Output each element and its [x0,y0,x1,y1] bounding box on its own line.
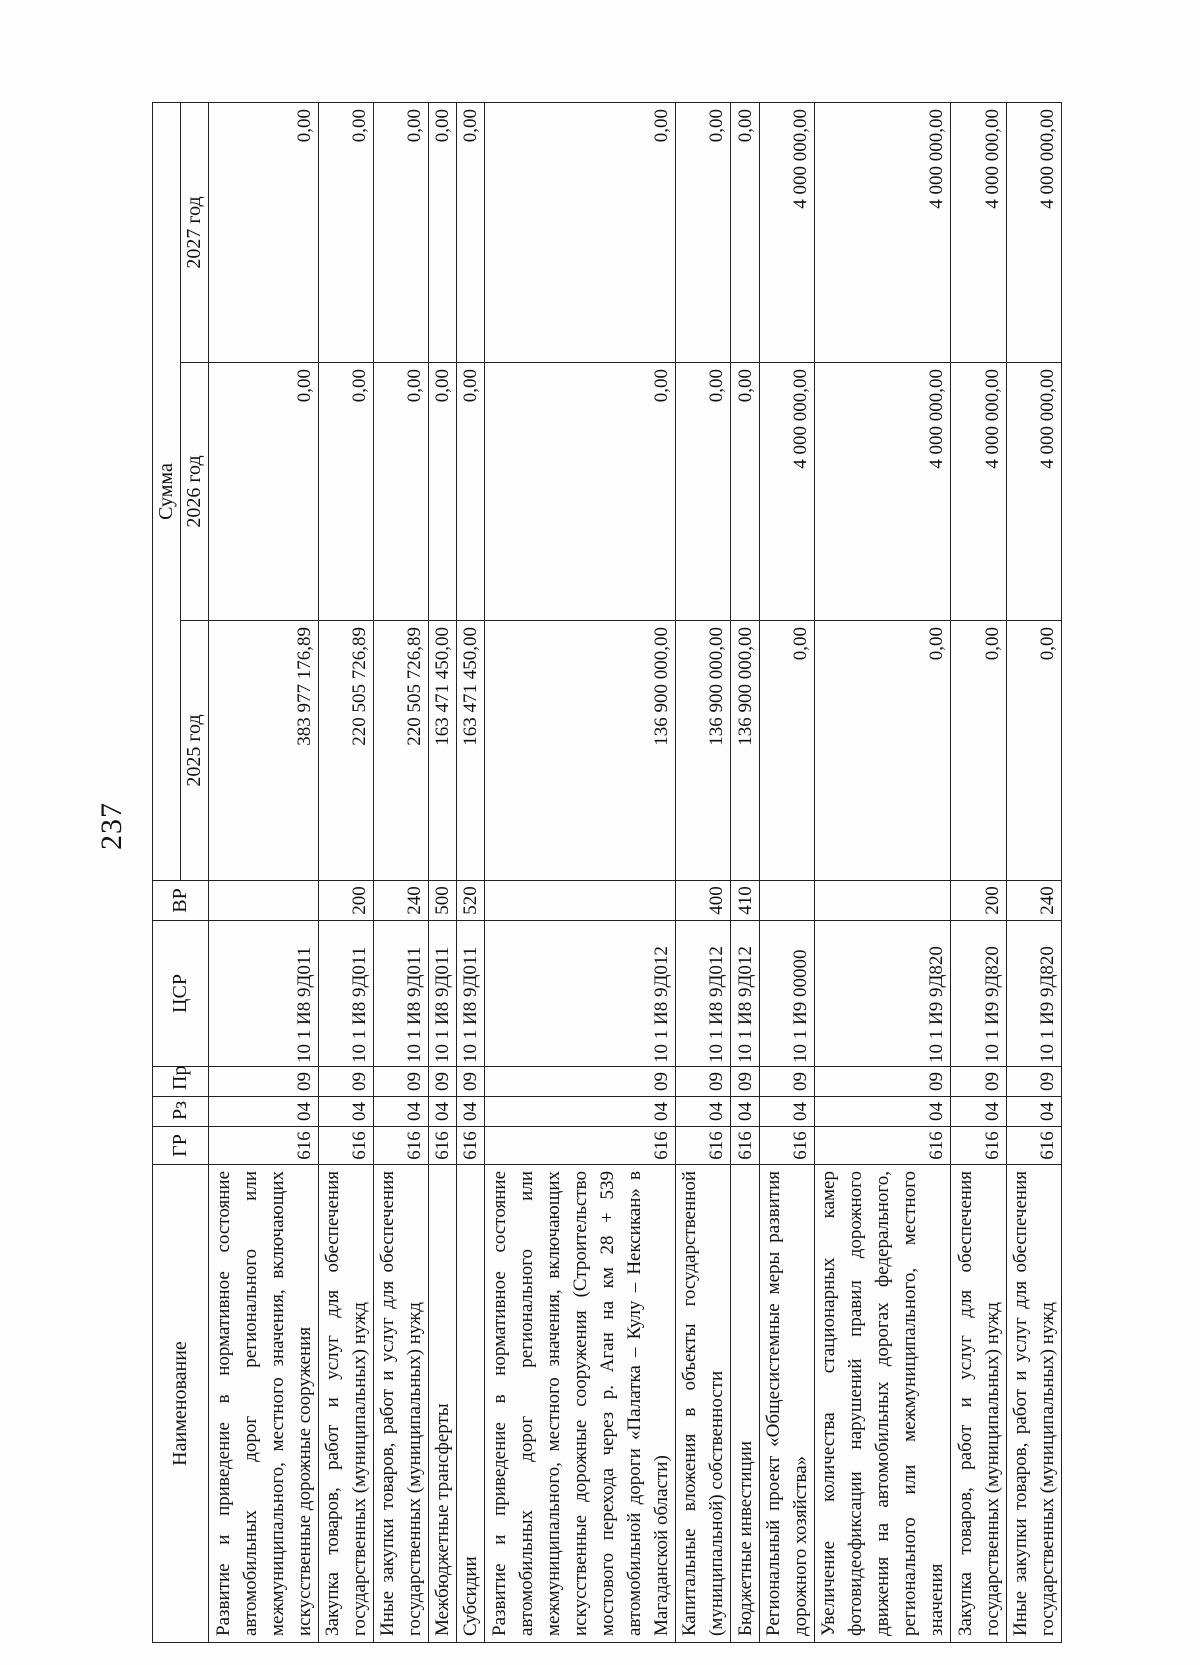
cell-2026: 0,00 [373,363,428,621]
cell-vr: 200 [318,881,373,921]
cell-gr: 616 [318,1127,373,1165]
cell-gr: 616 [457,1127,485,1165]
cell-name: Развитие и приведение в нормативное состояние автомобильных дорог регионального или межмуниципального, местного значения, включающих искусственные дорожные сооружения (Строительство мостового перехода через р. Аган на км 28 + 539 автомобильной дороги «Палатка – Кулу – Нексикан» в Магаданской области) [485,1165,676,1643]
cell-2027: 0,00 [457,102,485,362]
cell-2027: 0,00 [485,102,676,362]
cell-2027: 4 000 000,00 [1006,102,1061,362]
cell-2025: 383 977 176,89 [209,621,319,881]
cell-2027: 4 000 000,00 [759,102,814,362]
cell-2026: 0,00 [318,363,373,621]
cell-pr: 09 [814,1067,951,1097]
cell-2025: 0,00 [759,621,814,881]
cell-2026: 4 000 000,00 [1006,363,1061,621]
cell-vr: 500 [429,881,457,921]
cell-2026: 0,00 [429,363,457,621]
cell-csr: 10 1 И9 9Д820 [814,921,951,1067]
cell-pr: 09 [209,1067,319,1097]
cell-2025: 0,00 [1006,621,1061,881]
cell-gr: 616 [429,1127,457,1165]
cell-2026: 4 000 000,00 [814,363,951,621]
cell-2027: 4 000 000,00 [951,102,1006,362]
cell-pr: 09 [485,1067,676,1097]
cell-csr: 10 1 И8 9Д011 [318,921,373,1067]
table-row [759,102,814,1642]
cell-name: Региональный проект «Общесистемные меры развития дорожного хозяйства» [759,1165,814,1643]
cell-name: Закупка товаров, работ и услуг для обеспечения государственных (муниципальных) нужд [318,1165,373,1643]
cell-2026: 4 000 000,00 [759,363,814,621]
cell-gr: 616 [759,1127,814,1165]
cell-gr: 616 [1006,1127,1061,1165]
cell-2025: 163 471 450,00 [429,621,457,881]
cell-gr: 616 [676,1127,731,1165]
table-row [457,102,485,1642]
cell-csr: 10 1 И8 9Д011 [429,921,457,1067]
cell-vr [485,881,676,921]
table-row [951,102,1006,1642]
header-pr: Пр [153,1067,209,1097]
rotated-table-container [152,103,1062,1643]
cell-vr [814,881,951,921]
header-year-2027: 2027 год [181,102,209,362]
cell-2026: 0,00 [485,363,676,621]
cell-name: Иные закупки товаров, работ и услуг для обеспечения государственных (муниципальных) нужд [373,1165,428,1643]
cell-csr: 10 1 И8 9Д012 [676,921,731,1067]
table-row [676,102,731,1642]
cell-2025: 136 900 000,00 [731,621,759,881]
cell-2027: 0,00 [373,102,428,362]
header-year-2025: 2025 год [181,621,209,881]
cell-rz: 04 [731,1097,759,1127]
header-row-top [153,102,181,1642]
table-row [731,102,759,1642]
table-row [429,102,457,1642]
cell-vr: 240 [1006,881,1061,921]
cell-pr: 09 [951,1067,1006,1097]
header-csr: ЦСР [153,921,209,1067]
cell-pr: 09 [1006,1067,1061,1097]
cell-rz: 04 [485,1097,676,1127]
cell-vr: 410 [731,881,759,921]
cell-name: Закупка товаров, работ и услуг для обеспечения государственных (муниципальных) нужд [951,1165,1006,1643]
cell-pr: 09 [373,1067,428,1097]
cell-vr: 400 [676,881,731,921]
table-row [1006,102,1061,1642]
cell-2025: 136 900 000,00 [676,621,731,881]
cell-2027: 0,00 [676,102,731,362]
cell-vr [209,881,319,921]
cell-csr: 10 1 И9 9Д820 [1006,921,1061,1067]
cell-vr [759,881,814,921]
cell-name: Межбюджетные трансферты [429,1165,457,1643]
cell-gr: 616 [731,1127,759,1165]
cell-2025: 0,00 [951,621,1006,881]
cell-csr: 10 1 И9 00000 [759,921,814,1067]
cell-2025: 0,00 [814,621,951,881]
cell-2026: 0,00 [209,363,319,621]
table-row [373,102,428,1642]
cell-rz: 04 [951,1097,1006,1127]
cell-gr: 616 [209,1127,319,1165]
cell-2025: 220 505 726,89 [373,621,428,881]
cell-2027: 0,00 [429,102,457,362]
cell-pr: 09 [759,1067,814,1097]
cell-rz: 04 [373,1097,428,1127]
cell-rz: 04 [676,1097,731,1127]
cell-name: Субсидии [457,1165,485,1643]
cell-rz: 04 [759,1097,814,1127]
cell-2027: 4 000 000,00 [814,102,951,362]
cell-rz: 04 [457,1097,485,1127]
cell-csr: 10 1 И8 9Д012 [485,921,676,1067]
header-sum: Сумма [153,102,181,880]
table-row [485,102,676,1642]
cell-rz: 04 [814,1097,951,1127]
cell-2025: 136 900 000,00 [485,621,676,881]
cell-2025: 220 505 726,89 [318,621,373,881]
cell-2026: 0,00 [457,363,485,621]
cell-vr: 240 [373,881,428,921]
cell-name: Бюджетные инвестиции [731,1165,759,1643]
cell-rz: 04 [429,1097,457,1127]
header-rz: Рз [153,1097,209,1127]
cell-vr: 520 [457,881,485,921]
cell-rz: 04 [1006,1097,1061,1127]
cell-rz: 04 [209,1097,319,1127]
cell-2026: 0,00 [731,363,759,621]
cell-name: Капитальные вложения в объекты государственной (муниципальной) собственности [676,1165,731,1643]
cell-csr: 10 1 И8 9Д011 [209,921,319,1067]
table-body [209,102,1062,1642]
cell-pr: 09 [731,1067,759,1097]
cell-gr: 616 [951,1127,1006,1165]
cell-pr: 09 [429,1067,457,1097]
budget-table [152,102,1062,1643]
cell-pr: 09 [676,1067,731,1097]
table-row [814,102,951,1642]
page-number: 237 [95,802,128,850]
cell-gr: 616 [814,1127,951,1165]
cell-csr: 10 1 И8 9Д011 [373,921,428,1067]
cell-name: Развитие и приведение в нормативное состояние автомобильных дорог регионального или межмуниципального, местного значения, включающих искусственные дорожные сооружения [209,1165,319,1643]
table-row [318,102,373,1642]
cell-rz: 04 [318,1097,373,1127]
cell-2027: 0,00 [731,102,759,362]
cell-2025: 163 471 450,00 [457,621,485,881]
cell-2027: 0,00 [318,102,373,362]
cell-pr: 09 [457,1067,485,1097]
header-gr: ГР [153,1127,209,1165]
header-vr: ВР [153,881,209,921]
cell-csr: 10 1 И8 9Д012 [731,921,759,1067]
cell-pr: 09 [318,1067,373,1097]
cell-name: Увеличение количества стационарных камер фотовидеофиксации нарушений правил дорожного движения на автомобильных дорогах федерального, регионального или межмуниципального, местного значения [814,1165,951,1643]
cell-vr: 200 [951,881,1006,921]
table-header [153,102,209,1642]
cell-gr: 616 [485,1127,676,1165]
cell-2026: 4 000 000,00 [951,363,1006,621]
header-name: Наименование [153,1165,209,1643]
cell-gr: 616 [373,1127,428,1165]
header-year-2026: 2026 год [181,363,209,621]
cell-2026: 0,00 [676,363,731,621]
cell-csr: 10 1 И8 9Д011 [457,921,485,1067]
cell-csr: 10 1 И9 9Д820 [951,921,1006,1067]
cell-2027: 0,00 [209,102,319,362]
cell-name: Иные закупки товаров, работ и услуг для обеспечения государственных (муниципальных) нужд [1006,1165,1061,1643]
table-row [209,102,319,1642]
